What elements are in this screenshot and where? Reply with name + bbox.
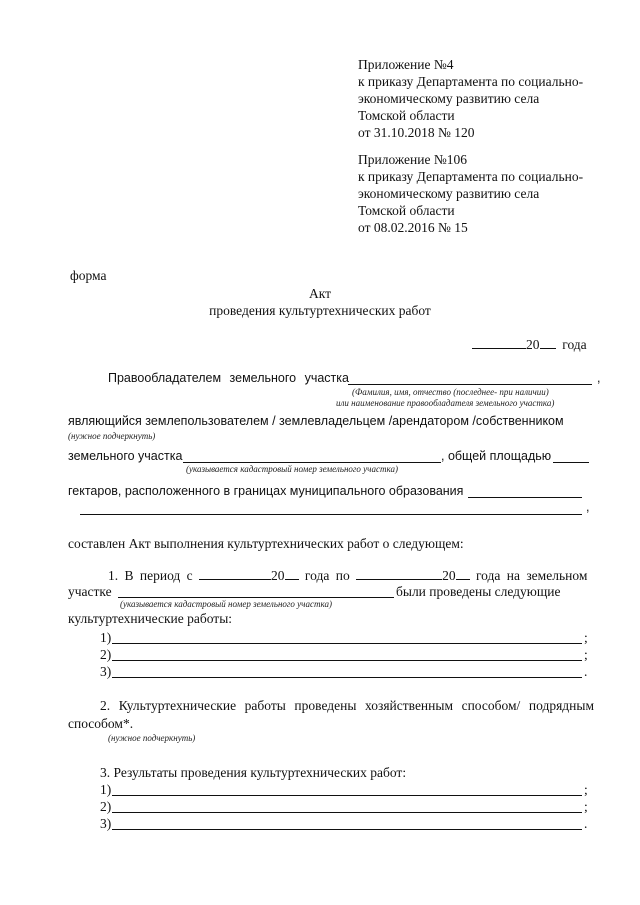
section3-item-1-end: ; xyxy=(584,782,588,797)
appendix-4-block xyxy=(358,56,583,141)
day-month-blank[interactable] xyxy=(472,337,526,349)
section1-item-2-end: ; xyxy=(584,647,588,662)
appendix-106-block xyxy=(358,151,583,236)
holder-comma: , xyxy=(597,371,601,385)
period-from-label: 1. В период с xyxy=(108,568,193,583)
act-subtitle: проведения культуртехнических работ xyxy=(209,303,431,318)
section1-item-3-end: . xyxy=(584,664,588,679)
period-to-date-field[interactable] xyxy=(356,568,442,580)
plot-label: земельного участка xyxy=(68,449,183,463)
section1-item-2: 2) xyxy=(100,647,112,662)
year-blank[interactable] xyxy=(540,337,556,349)
section1-item-1: 1) xyxy=(100,630,112,645)
section2-line1: 2. Культуртехнические работы проведены хозяйственным способом/ подрядным xyxy=(100,698,594,713)
section2-line2: способом*. xyxy=(68,716,134,731)
holder-note-2: или наименование правообладателя земельного участка) xyxy=(336,398,555,408)
appendix-4-title: Приложение №4 xyxy=(358,57,454,72)
appendix-4-line3: Томской области xyxy=(358,108,455,123)
section1-item-3-field[interactable] xyxy=(112,677,582,678)
section2-note: (нужное подчеркнуть) xyxy=(108,733,196,743)
section3-item-1-field[interactable] xyxy=(112,795,582,796)
municipality-field[interactable] xyxy=(468,497,582,498)
holder-name-field[interactable] xyxy=(348,384,592,385)
section1-cadastral-note: (указывается кадастровый номер земельного участка) xyxy=(120,599,332,609)
period-from-year-field[interactable] xyxy=(285,568,299,580)
section1-item-2-field[interactable] xyxy=(112,660,582,661)
section1-were-done: были проведены следующие xyxy=(396,584,561,599)
section1-item-3: 3) xyxy=(100,664,112,679)
period-to-year-prefix: 20 xyxy=(442,568,456,583)
area-field[interactable] xyxy=(553,462,589,463)
appendix-106-line1: к приказу Департамента по социально- xyxy=(358,169,584,184)
appendix-106-line4: от 08.02.2016 № 15 xyxy=(358,220,468,235)
holder-label: Правообладателем земельного участка xyxy=(108,371,349,385)
period-from-date-field[interactable] xyxy=(199,568,271,580)
municipality-field-2[interactable] xyxy=(80,514,582,515)
holder-role-line: являющийся землепользователем / землевладельцем /арендатором /собственником xyxy=(68,414,564,428)
form-label: форма xyxy=(70,268,107,283)
period-to-suffix: года на земельном xyxy=(475,568,588,583)
section3-item-1: 1) xyxy=(100,782,112,797)
period-to-year-field[interactable] xyxy=(456,568,470,580)
section3-item-2: 2) xyxy=(100,799,112,814)
section3-item-3: 3) xyxy=(100,816,112,831)
section1-item-1-field[interactable] xyxy=(112,643,582,644)
section1-line1 xyxy=(108,568,587,584)
appendix-106-line2: экономическому развитию села xyxy=(358,186,540,201)
section3-item-3-field[interactable] xyxy=(112,829,582,830)
appendix-4-line4: от 31.10.2018 № 120 xyxy=(358,125,475,140)
section3-title: 3. Результаты проведения культуртехнических работ: xyxy=(100,765,407,780)
appendix-106-line3: Томской области xyxy=(358,203,455,218)
hectares-line: гектаров, расположенного в границах муниципального образования xyxy=(68,484,464,498)
year-suffix: года xyxy=(562,337,587,352)
section1-works-label: культуртехнические работы: xyxy=(68,611,233,626)
municipality-comma: , xyxy=(586,500,590,514)
area-label: , общей площадью xyxy=(441,449,552,463)
section1-plot-label: участке xyxy=(68,584,112,599)
act-title: Акт xyxy=(308,286,332,301)
period-from-year-prefix: 20 xyxy=(271,568,285,583)
period-to-label: года по xyxy=(304,568,350,583)
section3-item-2-end: ; xyxy=(584,799,588,814)
holder-role-note: (нужное подчеркнуть) xyxy=(68,431,156,441)
plot-cadastral-note: (указывается кадастровый номер земельного участка) xyxy=(186,464,398,474)
appendix-4-line1: к приказу Департамента по социально- xyxy=(358,74,584,89)
section3-item-3-end: . xyxy=(584,816,588,831)
date-line xyxy=(472,337,587,353)
section3-item-2-field[interactable] xyxy=(112,812,582,813)
plot-cadastral-field[interactable] xyxy=(183,462,441,463)
section1-plot-field[interactable] xyxy=(118,597,394,598)
year-prefix: 20 xyxy=(526,337,540,352)
composed-line: составлен Акт выполнения культуртехнических работ о следующем: xyxy=(68,536,464,551)
appendix-106-title: Приложение №106 xyxy=(358,152,467,167)
section1-item-1-end: ; xyxy=(584,630,588,645)
holder-note-1: (Фамилия, имя, отчество (последнее- при наличии) xyxy=(352,387,549,397)
appendix-4-line2: экономическому развитию села xyxy=(358,91,540,106)
